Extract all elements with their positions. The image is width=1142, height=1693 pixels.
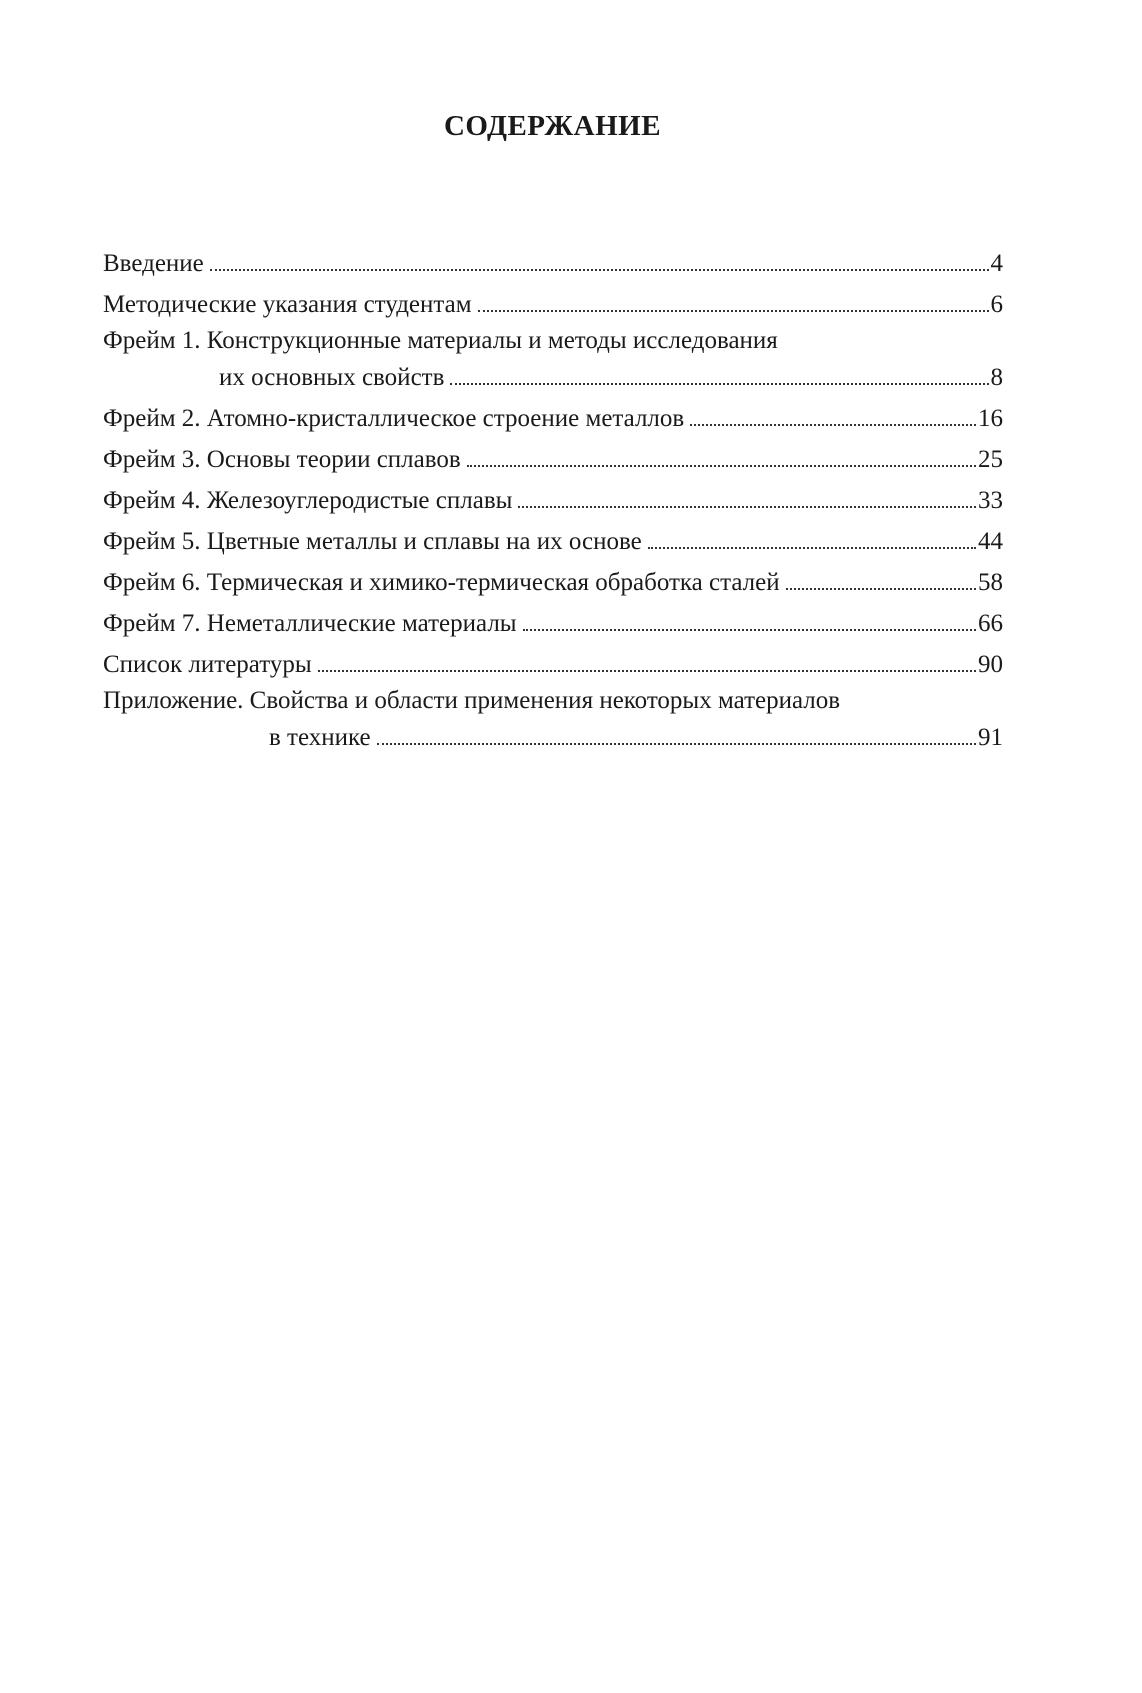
dot-leader [210,269,989,271]
toc-entry-page: 90 [978,651,1003,678]
toc-entry-page: 8 [990,364,1003,391]
toc-entry-guidelines[interactable] [103,284,1003,325]
toc-entry-text: Фрейм 4. Железоуглеродистые сплавы [103,487,513,514]
toc-entry-intro[interactable] [103,243,1003,284]
dot-leader [518,506,976,508]
toc-entry-page: 25 [978,446,1003,473]
toc-entry-text: Фрейм 7. Неметаллические материалы [103,610,517,637]
table-of-contents [103,243,1003,758]
toc-entry-text: Список литературы [103,651,312,678]
toc-entry-page: 33 [978,487,1003,514]
toc-entry-text-continued: в технике [269,724,371,751]
toc-entry-text: Фрейм 2. Атомно-кристаллическое строение металлов [103,405,685,432]
toc-entry-page: 4 [990,250,1003,277]
toc-entry-text: Фрейм 5. Цветные металлы и сплавы на их основе [103,528,642,555]
dot-leader [318,670,976,672]
toc-entry-frame-4[interactable] [103,480,1003,521]
toc-entry-frame-1[interactable] [103,325,1003,398]
toc-entry-page: 66 [978,610,1003,637]
toc-entry-text: Методические указания студентам [103,291,472,318]
toc-entry-page: 91 [978,724,1003,751]
toc-entry-text: Приложение. Свойства и области применения некоторых материалов [103,687,841,714]
dot-leader [478,310,989,312]
toc-entry-page: 58 [978,569,1003,596]
toc-entry-text: Фрейм 3. Основы теории сплавов [103,446,461,473]
dot-leader [648,547,976,549]
toc-entry-appendix[interactable] [103,685,1003,758]
toc-entry-frame-6[interactable] [103,562,1003,603]
toc-entry-frame-5[interactable] [103,521,1003,562]
toc-entry-text-continued: их основных свойств [219,364,445,391]
dot-leader [786,588,976,590]
toc-entry-frame-2[interactable] [103,398,1003,439]
dot-leader [690,424,976,426]
toc-entry-page: 44 [978,528,1003,555]
toc-entry-text: Введение [103,250,204,277]
toc-entry-frame-3[interactable] [103,439,1003,480]
dot-leader [377,743,976,745]
dot-leader [467,465,976,467]
toc-entry-frame-7[interactable] [103,603,1003,644]
dot-leader [450,383,988,385]
toc-entry-text: Фрейм 1. Конструкционные материалы и методы исследования [103,327,778,354]
page-title: СОДЕРЖАНИЕ [443,110,662,142]
toc-entry-text: Фрейм 6. Термическая и химико-термическая обработка сталей [103,569,780,596]
toc-entry-page: 6 [990,291,1003,318]
toc-entry-page: 16 [978,405,1003,432]
toc-entry-references[interactable] [103,644,1003,685]
dot-leader [523,629,976,631]
